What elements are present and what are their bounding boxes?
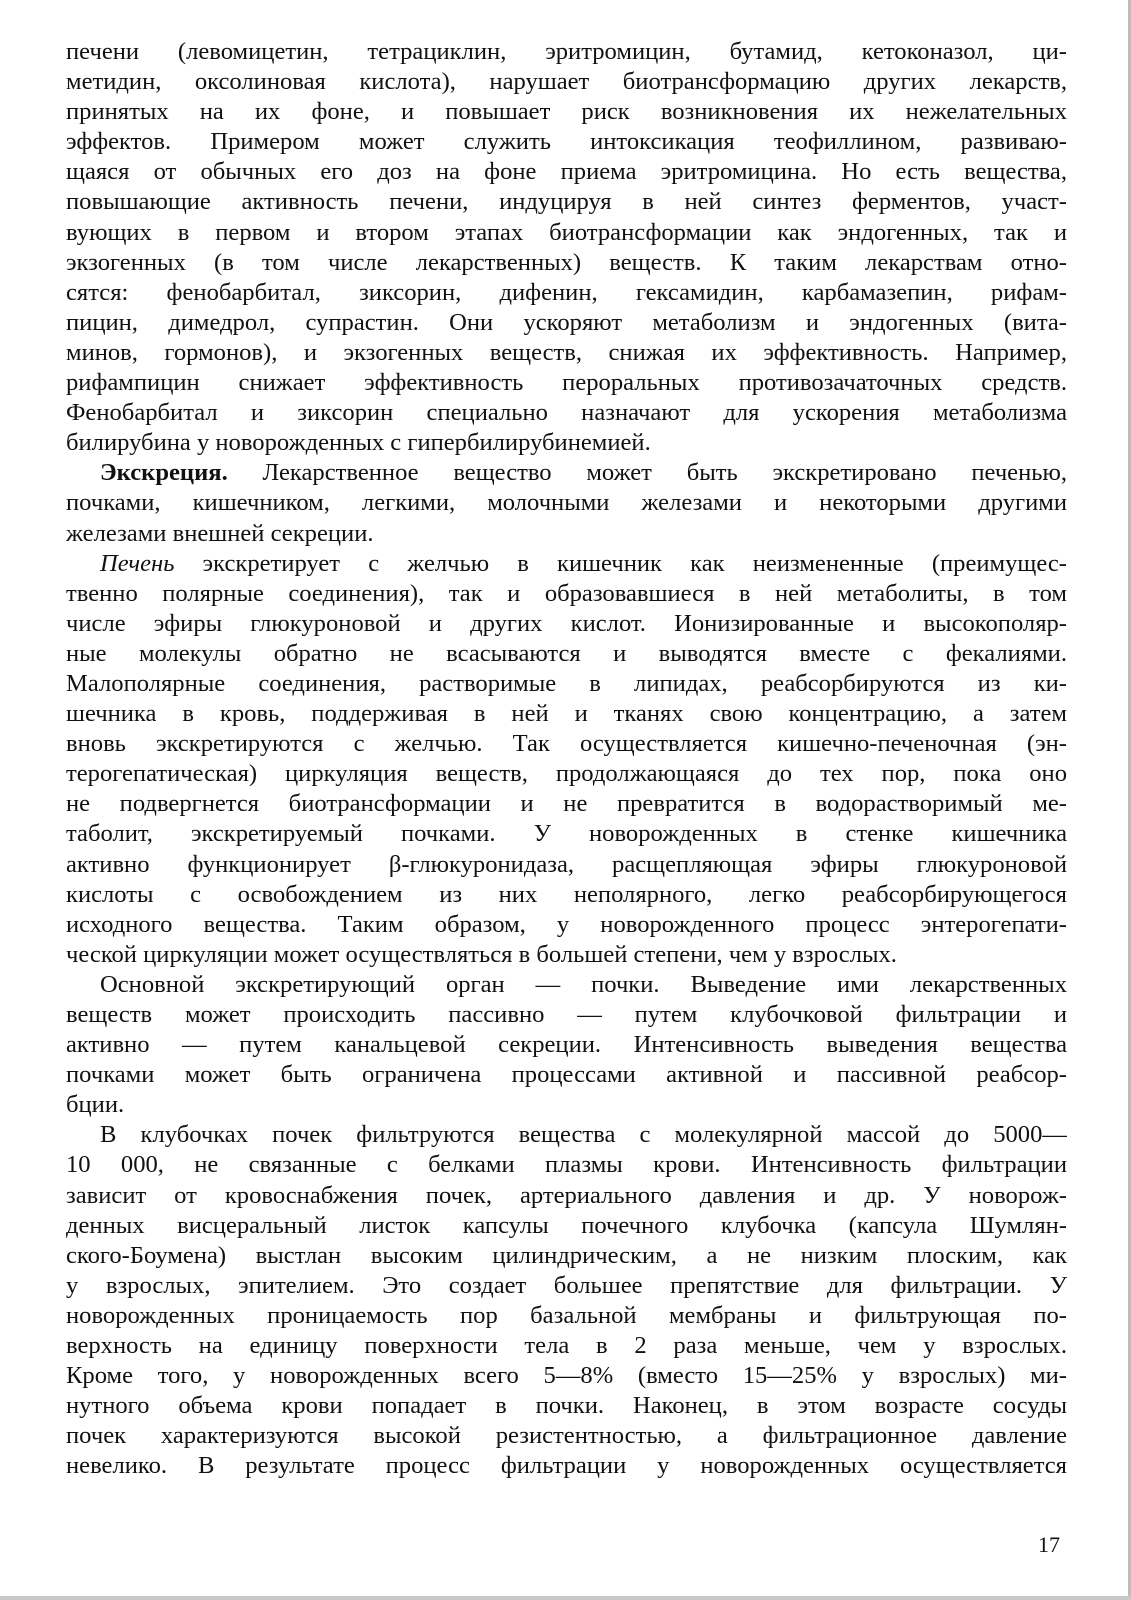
text-line: нутного объема крови попадает в почки. Наконец, в этом возрасте сосуды [66, 1392, 1067, 1420]
text-line: невелико. В результате процесс фильтрации у новорожденных осуществляется [66, 1452, 1067, 1480]
text-line: кислоты с освобождением из них неполярного, легко реабсорбирующегося [66, 880, 1067, 908]
text-line: исходного вещества. Таким образом, у новорожденного процесс энтерогепати- [66, 910, 1067, 938]
text-line: минов, гормонов), и экзогенных веществ, снижая их эффективность. Например, [66, 338, 1067, 366]
paragraph-liver-excretion [66, 549, 1067, 970]
text-line: метидин, оксолиновая кислота), нарушает биотрансформацию других лекарств, [66, 68, 1067, 96]
page-edge-bottom [0, 1596, 1131, 1600]
text-line: повышающие активность печени, индуцируя в ней синтез ферментов, участ- [66, 188, 1067, 216]
text-line: Фенобарбитал и зиксорин специально назначают для ускорения метаболизма [66, 399, 1067, 427]
section-heading-excretion: Экскреция. [100, 459, 228, 487]
text-line: не подвергнется биотрансформации и не превратится в водорастворимый ме- [66, 790, 1067, 818]
text-line: числе эфиры глюкуроновой и других кислот. Ионизированные и высокополяр- [66, 609, 1067, 637]
text-line: эффектов. Примером может служить интоксикация теофиллином, развиваю- [66, 128, 1067, 156]
text-line: почек характеризуются высокой резистентностью, а фильтрационное давление [66, 1422, 1067, 1450]
text-line: зависит от кровоснабжения почек, артериального давления и др. У новорож- [66, 1181, 1067, 1209]
text-line: веществ может происходить пассивно — путем клубочковой фильтрации и [66, 1001, 1067, 1028]
text-line: ского-Боумена) выстлан высоким цилиндрическим, а не низким плоским, как [66, 1241, 1067, 1269]
text-line: терогепатическая) циркуляция веществ, продолжающаяся до тех пор, пока оно [66, 760, 1067, 788]
text-line: пицин, димедрол, супрастин. Они ускоряют метаболизм и эндогенных (вита- [66, 308, 1067, 336]
text-fragment: экскретирует с желчью в кишечник как неизмененные (преимущес- [174, 549, 1067, 577]
text-line: рифампицин снижает эффективность пероральных противозачаточных средств. [66, 369, 1067, 397]
text-line: печени (левомицетин, тетрациклин, эритромицин, бутамид, кетоконазол, ци- [66, 38, 1067, 65]
text-line: твенно полярные соединения), так и образовавшиеся в ней метаболиты, в том [66, 579, 1067, 607]
text-line: билирубина у новорожденных с гипербилирубинемией. [66, 429, 651, 457]
text-line: таболит, экскретируемый почками. У новорожденных в стенке кишечника [66, 820, 1067, 848]
text-line: железами внешней секреции. [66, 519, 374, 547]
text-line: В клубочках почек фильтруются вещества с молекулярной массой до 5000— [100, 1121, 1067, 1149]
text-line: 10 000, не связанные с белками плазмы крови. Интенсивность фильтрации [66, 1151, 1067, 1179]
text-line: Кроме того, у новорожденных всего 5—8% (вместо 15—25% у взрослых) ми- [66, 1362, 1067, 1390]
text-line: новорожденных проницаемость пор базальной мембраны и фильтрующая по- [66, 1301, 1067, 1329]
text-line: сятся: фенобарбитал, зиксорин, дифенин, гексамидин, карбамазепин, рифам- [66, 278, 1067, 306]
text-line [66, 549, 1067, 579]
page-number: 17 [1038, 1532, 1060, 1557]
text-line: Малополярные соединения, растворимые в липидах, реабсорбируются из ки- [66, 669, 1067, 697]
paragraph-excretion [66, 458, 1067, 548]
text-line: почками может быть ограничена процессами активной и пассивной реабсор- [66, 1061, 1067, 1089]
text-line: ческой циркуляции может осуществляться в большей степени, чем у взрослых. [66, 940, 897, 968]
text-line: активно функционирует β-глюкуронидаза, расщепляющая эфиры глюкуроновой [66, 850, 1067, 878]
text-line [66, 458, 1067, 488]
term-liver: Печень [100, 549, 175, 577]
text-line: шечника в кровь, поддерживая в ней и тканях свою концентрацию, а затем [66, 700, 1067, 728]
text-fragment: Лекарственное вещество может быть экскретировано печенью, [227, 459, 1067, 487]
text-line: щаяся от обычных его доз на фоне приема эритромицина. Но есть вещества, [66, 158, 1067, 186]
text-line: денных висцеральный листок капсулы почечного клубочка (капсула Шумлян- [66, 1211, 1067, 1239]
text-line: Основной экскретирующий орган — почки. Выведение ими лекарственных [100, 970, 1067, 998]
text-line: активно — путем канальцевой секреции. Интенсивность выведения вещества [66, 1031, 1067, 1059]
text-line: почками, кишечником, легкими, молочными железами и некоторыми другими [66, 489, 1067, 517]
paragraph-liver-enzymes [66, 37, 1067, 458]
text-line: принятых на их фоне, и повышает риск возникновения их нежелательных [66, 98, 1067, 126]
text-line: ные молекулы обратно не всасываются и выводятся вместе с фекалиями. [66, 639, 1067, 667]
body-text [66, 37, 1067, 1482]
text-line: вующих в первом и втором этапах биотрансформации как эндогенных, так и [66, 218, 1067, 246]
text-line: у взрослых, эпителием. Это создает большее препятствие для фильтрации. У [66, 1271, 1067, 1299]
text-line: экзогенных (в том числе лекарственных) веществ. К таким лекарствам отно- [66, 248, 1067, 276]
paragraph-filtration [66, 1120, 1067, 1481]
paragraph-kidneys [66, 970, 1067, 1120]
text-line: верхность на единицу поверхности тела в 2 раза меньше, чем у взрослых. [66, 1332, 1067, 1360]
text-line: вновь экскретируются с желчью. Так осуществляется кишечно-печеночная (эн- [66, 730, 1067, 758]
text-line: бции. [66, 1091, 125, 1119]
